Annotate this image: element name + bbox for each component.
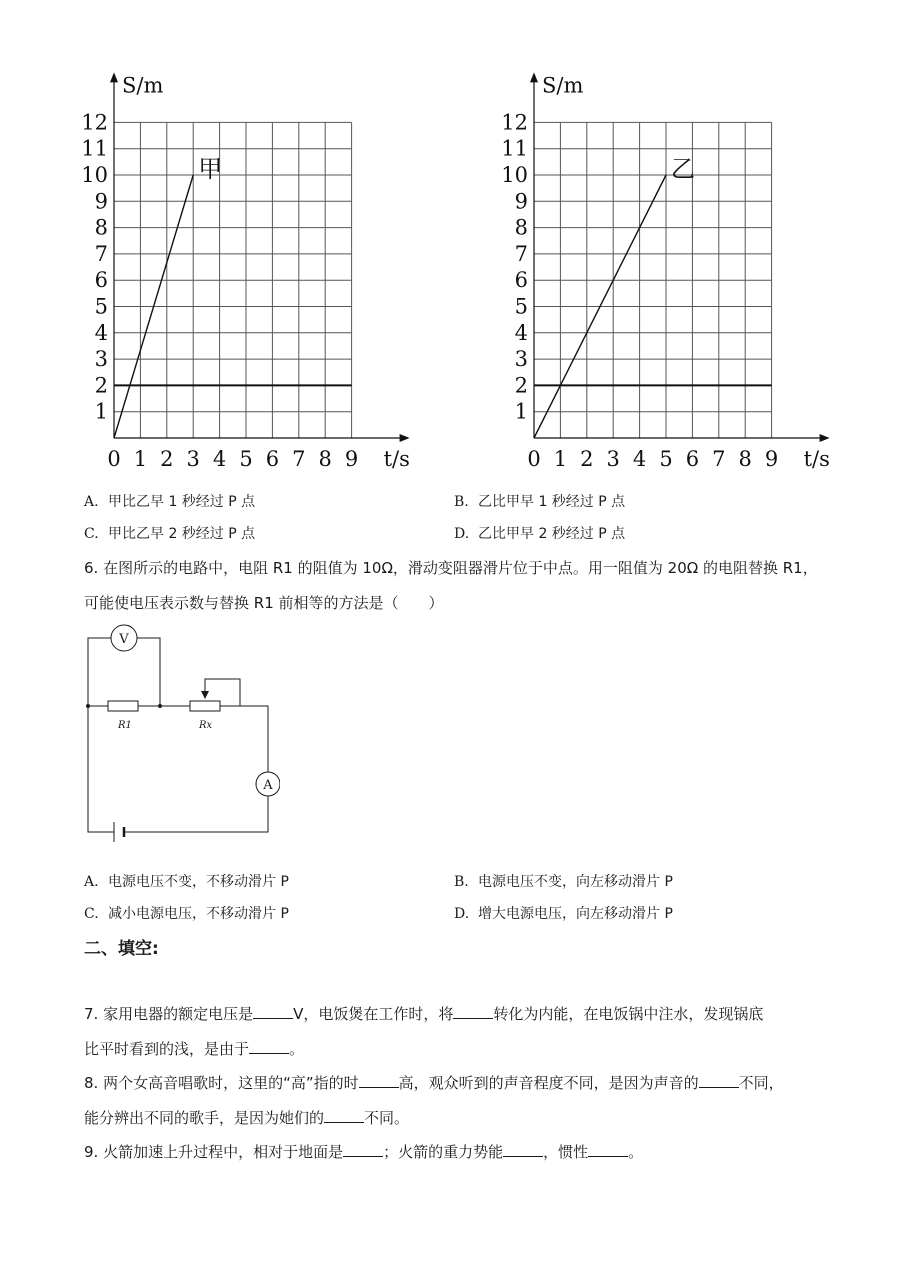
option-text: 电源电压不变，向左移动滑片 P bbox=[478, 874, 673, 890]
y-tick-label: 3 bbox=[94, 347, 108, 372]
x-tick-label: 6 bbox=[685, 447, 700, 471]
y-axis-label: S/m bbox=[122, 73, 164, 98]
y-axis-label: S/m bbox=[542, 73, 584, 98]
q8-text-e: 不同。 bbox=[364, 1109, 410, 1127]
option-text: 电源电压不变，不移动滑片 P bbox=[108, 874, 289, 890]
y-tick-label: 1 bbox=[514, 399, 528, 424]
q6-line-1: 6. 在图所示的电路中，电阻 R1 的阻值为 10Ω，滑动变阻器滑片位于中点。用一阻值为 20Ω 的电阻替换 R1， bbox=[84, 559, 818, 577]
y-tick-label: 11 bbox=[501, 136, 528, 161]
junction-dot bbox=[158, 704, 162, 708]
x-tick-label: 0 bbox=[107, 447, 121, 471]
section-title: 二、填空: bbox=[84, 939, 159, 959]
q9-text-b: ；火箭的重力势能 bbox=[383, 1143, 504, 1161]
y-tick-label: 9 bbox=[514, 189, 528, 214]
voltmeter-label: V bbox=[119, 632, 129, 647]
q9-line-1 bbox=[84, 1141, 643, 1162]
option-key: B. bbox=[454, 874, 469, 890]
q8-text-a: 8. 两个女高音唱歌时，这里的“高”指的时 bbox=[84, 1074, 359, 1092]
option-text: 减小电源电压，不移动滑片 P bbox=[108, 906, 289, 922]
x-tick-label: 6 bbox=[265, 447, 280, 471]
y-tick-label: 11 bbox=[81, 136, 108, 161]
q8-blank-2[interactable] bbox=[699, 1073, 739, 1088]
q5-option-a[interactable] bbox=[84, 491, 255, 511]
y-tick-label: 3 bbox=[514, 347, 528, 372]
option-key: A. bbox=[84, 494, 99, 510]
y-tick-label: 6 bbox=[94, 268, 108, 293]
option-key: C. bbox=[84, 526, 99, 542]
q8-text-b: 高，观众听到的声音程度不同，是因为声音的 bbox=[398, 1074, 699, 1092]
option-key: B. bbox=[454, 494, 469, 510]
x-tick-label: 2 bbox=[580, 447, 594, 471]
x-tick-label: 9 bbox=[764, 447, 779, 471]
q7-blank-2[interactable] bbox=[453, 1004, 493, 1019]
y-tick-label: 8 bbox=[94, 215, 108, 240]
y-tick-label: 10 bbox=[81, 163, 108, 187]
y-tick-label: 4 bbox=[94, 320, 108, 345]
y-tick-label: 2 bbox=[514, 373, 528, 398]
q7-line-2 bbox=[84, 1038, 304, 1059]
q8-line-2 bbox=[84, 1107, 409, 1128]
q7-text-c: 转化为内能，在电饭锅中注水，发现锅底 bbox=[493, 1005, 764, 1023]
x-tick-label: 5 bbox=[239, 447, 253, 471]
option-key: D. bbox=[454, 906, 470, 922]
q9-text-c: ，惯性 bbox=[543, 1143, 589, 1161]
q7-text-a: 7. 家用电器的额定电压是 bbox=[84, 1005, 254, 1023]
y-tick-label: 12 bbox=[501, 110, 528, 135]
q8-text-c: 不同， bbox=[738, 1074, 784, 1092]
r1-label: R1 bbox=[118, 720, 132, 731]
q7-line-1 bbox=[84, 1003, 763, 1024]
q8-blank-1[interactable] bbox=[359, 1073, 399, 1088]
q7-text-b: V，电饭煲在工作时，将 bbox=[293, 1005, 454, 1023]
option-key: C. bbox=[84, 906, 99, 922]
chart-jia bbox=[70, 64, 430, 484]
x-tick-label: 0 bbox=[527, 447, 541, 471]
y-tick-label: 6 bbox=[514, 268, 528, 293]
q7-blank-1[interactable] bbox=[253, 1004, 293, 1019]
x-tick-label: 3 bbox=[186, 447, 200, 471]
x-tick-label: 4 bbox=[632, 447, 647, 471]
q5-option-b[interactable] bbox=[454, 491, 625, 511]
slider-arrow-icon bbox=[201, 691, 209, 699]
x-tick-label: 1 bbox=[553, 447, 568, 471]
option-text: 乙比甲早 2 秒经过 P 点 bbox=[478, 526, 626, 542]
series-name-label: 甲 bbox=[198, 155, 223, 183]
y-axis-arrow-icon bbox=[530, 72, 538, 82]
y-tick-label: 7 bbox=[514, 241, 528, 266]
x-tick-label: 3 bbox=[606, 447, 620, 471]
x-tick-label: 7 bbox=[712, 447, 726, 471]
q9-text-d: 。 bbox=[628, 1143, 644, 1161]
option-text: 乙比甲早 1 秒经过 P 点 bbox=[478, 494, 626, 510]
x-tick-label: 5 bbox=[659, 447, 673, 471]
series-name-label: 乙 bbox=[671, 155, 695, 183]
q6-option-b[interactable] bbox=[454, 871, 673, 891]
y-tick-label: 5 bbox=[94, 294, 108, 319]
x-axis-label: t/s bbox=[383, 447, 410, 471]
option-key: A. bbox=[84, 874, 99, 890]
q5-option-c[interactable] bbox=[84, 523, 255, 543]
y-tick-label: 1 bbox=[94, 399, 108, 424]
option-text: 甲比乙早 2 秒经过 P 点 bbox=[108, 526, 256, 542]
y-tick-label: 5 bbox=[514, 294, 528, 319]
option-text: 甲比乙早 1 秒经过 P 点 bbox=[108, 494, 256, 510]
y-tick-label: 2 bbox=[94, 373, 108, 398]
rheostat-rx bbox=[190, 701, 220, 711]
q8-blank-3[interactable] bbox=[324, 1108, 364, 1123]
x-tick-label: 4 bbox=[212, 447, 227, 471]
q9-blank-1[interactable] bbox=[343, 1142, 383, 1157]
q7-blank-3[interactable] bbox=[249, 1039, 289, 1054]
q6-option-c[interactable] bbox=[84, 903, 289, 923]
y-tick-label: 7 bbox=[94, 241, 108, 266]
junction-dot bbox=[86, 704, 90, 708]
q6-line-2: 可能使电压表示数与替换 R1 前相等的方法是（ ） bbox=[84, 594, 444, 612]
option-key: D. bbox=[454, 526, 470, 542]
q6-option-a[interactable] bbox=[84, 871, 289, 891]
x-tick-label: 9 bbox=[344, 447, 359, 471]
q8-line-1 bbox=[84, 1072, 784, 1093]
x-tick-label: 7 bbox=[292, 447, 306, 471]
y-tick-label: 12 bbox=[81, 110, 108, 135]
q8-text-d: 能分辨出不同的歌手，是因为她们的 bbox=[84, 1109, 325, 1127]
x-axis-arrow-icon bbox=[820, 434, 830, 442]
x-axis-arrow-icon bbox=[400, 434, 410, 442]
x-tick-label: 8 bbox=[318, 447, 332, 471]
y-tick-label: 10 bbox=[501, 163, 528, 187]
ammeter-label: A bbox=[263, 778, 273, 793]
y-tick-label: 4 bbox=[514, 320, 528, 345]
option-text: 增大电源电压，向左移动滑片 P bbox=[478, 906, 673, 922]
q6-option-d[interactable] bbox=[454, 903, 673, 923]
x-axis-label: t/s bbox=[803, 447, 830, 471]
q9-text-a: 9. 火箭加速上升过程中，相对于地面是 bbox=[84, 1143, 344, 1161]
q5-option-d[interactable] bbox=[454, 523, 625, 543]
q9-blank-2[interactable] bbox=[503, 1142, 543, 1157]
x-tick-label: 8 bbox=[738, 447, 752, 471]
chart-yi bbox=[490, 64, 850, 484]
rx-label: Rx bbox=[199, 720, 213, 731]
q7-text-e: 。 bbox=[289, 1040, 305, 1058]
resistor-r1 bbox=[108, 701, 138, 711]
y-axis-arrow-icon bbox=[110, 72, 118, 82]
q7-text-d: 比平时看到的浅，是由于 bbox=[84, 1040, 250, 1058]
q9-blank-3[interactable] bbox=[588, 1142, 628, 1157]
y-tick-label: 9 bbox=[94, 189, 108, 214]
x-tick-label: 2 bbox=[160, 447, 174, 471]
circuit-diagram bbox=[80, 622, 280, 844]
y-tick-label: 8 bbox=[514, 215, 528, 240]
x-tick-label: 1 bbox=[133, 447, 148, 471]
